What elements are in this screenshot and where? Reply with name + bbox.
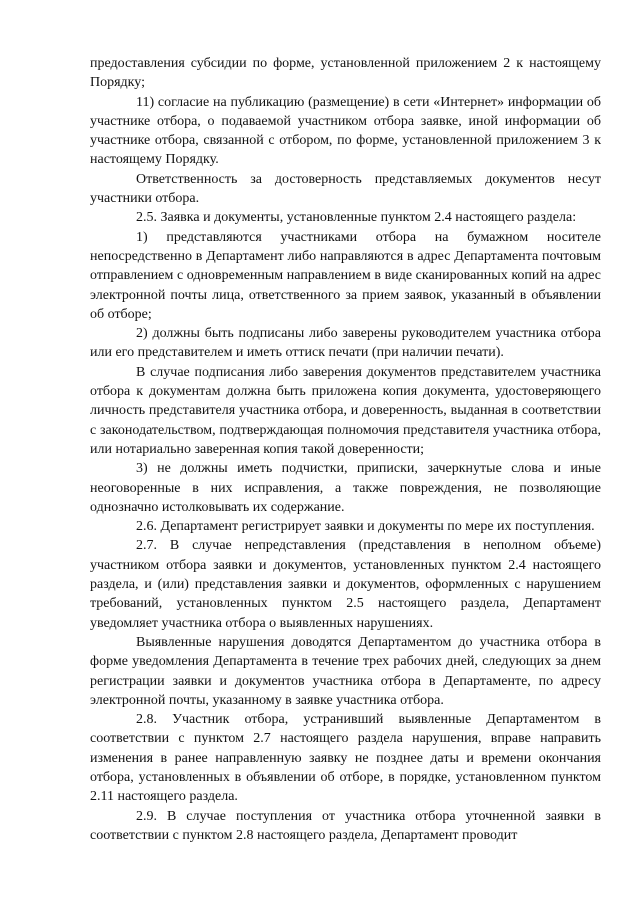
paragraph-continuation: предоставления субсидии по форме, установленной приложением 2 к настоящему Порядку;: [90, 56, 601, 91]
paragraph-responsibility: Ответственность за достоверность представляемых документов несут участники отбора.: [90, 171, 601, 207]
paragraph-2-6: 2.6. Департамент регистрирует заявки и документы по мере их поступления.: [136, 519, 595, 535]
paragraph-item-11: 11) согласие на публикацию (размещение) в сети «Интернет» информации об участнике отбора, о подаваемой участником отбора заявке, иной информации об участнике отбора, связанной с отбором, по форме, установленной приложением 3 к настоящему Порядку.: [90, 94, 601, 168]
paragraph-2-5-item-2: 2) должны быть подписаны либо заверены руководителем участника отбора или его представителем и иметь оттиск печати (при наличии печати).: [90, 326, 601, 361]
paragraph-violations: Выявленные нарушения доводятся Департаментом до участника отбора в форме уведомления Департамента в течение трех рабочих дней, следующих за днем регистрации заявки и документов участника отбора в Департаменте, по адресу электронной почты, указанному в заявке участника отбора.: [90, 634, 601, 708]
paragraph-2-5-item-1: 1) представляются участниками отбора на бумажном носителе непосредственно в Департамент либо направляются в адрес Департамента почтовым отправлением с одновременным направлением в виде сканированных копий на адрес электронной почты лица, ответственного за прием заявок, указанный в объявлении об отборе;: [90, 229, 601, 322]
paragraph-2-5: 2.5. Заявка и документы, установленные пунктом 2.4 настоящего раздела:: [136, 210, 577, 226]
document-page: [90, 54, 601, 845]
paragraph-representative: В случае подписания либо заверения документов представителем участника отбора к документам должна быть приложена копия документа, удостоверяющего личность представителя участника отбора, и доверенность, выданная в соответствии с законодательством, подтверждающая полномочия представителя участника отбора, или нотариально заверенная копия такой доверенности;: [90, 364, 601, 457]
paragraph-2-8: 2.8. Участник отбора, устранивший выявленные Департаментом в соответствии с пунктом 2.7 настоящего раздела нарушения, вправе направить изменения в ранее направленную заявку не позднее даты и времени окончания отбора, установленных в объявлении об отборе, в порядке, установленном пунктом 2.11 настоящего раздела.: [90, 712, 601, 805]
paragraph-2-5-item-3: 3) не должны иметь подчистки, приписки, зачеркнутые слова и иные неоговоренные в них исправления, а также повреждения, не позволяющие однозначно истолковывать их содержание.: [90, 461, 601, 515]
paragraph-2-7: 2.7. В случае непредставления (представления в неполном объеме) участником отбора заявки и документов, установленных пунктом 2.4 настоящего раздела, и (или) представления заявки и документов, оформленных с нарушением требований, установленных пунктом 2.5 настоящего раздела, Департамент уведомляет участника отбора о выявленных нарушениях.: [90, 538, 601, 631]
paragraph-2-9: 2.9. В случае поступления от участника отбора уточненной заявки в соответствии с пунктом 2.8 настоящего раздела, Департамент проводит: [90, 808, 601, 843]
